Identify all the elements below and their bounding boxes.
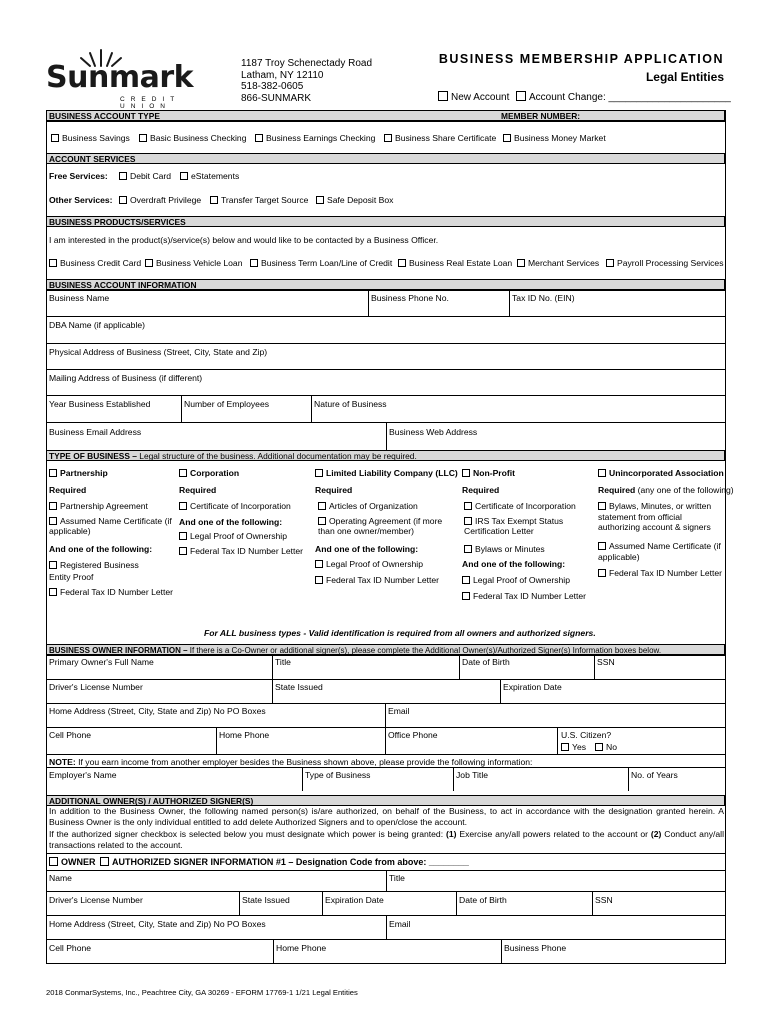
- acct-savings[interactable]: [51, 133, 130, 143]
- divider: [385, 703, 386, 727]
- svc-estatements[interactable]: [180, 171, 239, 181]
- corporation-doc-2-checkbox[interactable]: [179, 532, 187, 540]
- acct-earnings-checking[interactable]: [255, 133, 375, 143]
- unincorporated-doc-2-label: Assumed Name Certificate (if applicable): [598, 541, 721, 562]
- account-change-checkbox[interactable]: [516, 91, 526, 101]
- account-info-title: BUSINESS ACCOUNT INFORMATION: [49, 280, 197, 290]
- corporation-and: And one of the following:: [179, 517, 283, 527]
- divider: [46, 767, 725, 768]
- physical-address-field[interactable]: Physical Address of Business (Street, City, State and Zip): [49, 347, 268, 357]
- divider: [386, 870, 387, 891]
- nonprofit-doc-5-checkbox[interactable]: [462, 592, 470, 600]
- address-phone1: 518-382-0605: [241, 81, 304, 92]
- divider: [272, 655, 273, 679]
- owner-info-note: If there is a Co-Owner or additional signer(s), please complete the Additional Owner(s)/Authorized Signer(s) Information boxes below.: [187, 646, 662, 655]
- llc-doc-3[interactable]: [315, 559, 423, 569]
- acct-savings-label: Business Savings: [62, 133, 130, 143]
- owner-dl-field[interactable]: Driver's License Number: [49, 682, 143, 692]
- llc-doc-4[interactable]: [315, 575, 439, 585]
- type-corporation[interactable]: [179, 468, 239, 478]
- employees-field[interactable]: Number of Employees: [184, 399, 270, 409]
- type-of-business-header: [46, 450, 725, 461]
- unincorporated-doc-2[interactable]: [598, 541, 724, 562]
- type-llc-label: Limited Liability Company (LLC): [326, 468, 458, 478]
- partnership-doc-4-checkbox[interactable]: [49, 588, 57, 596]
- account-info-header: [46, 279, 725, 290]
- acct-share-cert-label: Business Share Certificate: [395, 133, 497, 143]
- divider: [386, 422, 387, 450]
- divider: [46, 853, 725, 854]
- nonprofit-doc-3[interactable]: [464, 544, 545, 554]
- signer-name-field[interactable]: Name: [49, 873, 72, 883]
- divider: [181, 395, 182, 422]
- owner-dob-field[interactable]: Date of Birth: [462, 657, 510, 667]
- corporation-doc-3[interactable]: [179, 546, 303, 556]
- business-phone-field[interactable]: Business Phone No.: [371, 293, 449, 303]
- free-services-label: Free Services:: [49, 171, 108, 181]
- address-phone2: 866-SUNMARK: [241, 92, 312, 104]
- divider: [302, 767, 303, 791]
- mailing-address-field[interactable]: Mailing Address of Business (if different): [49, 373, 203, 383]
- account-type-title: BUSINESS ACCOUNT TYPE: [49, 111, 160, 121]
- prod-credit-card[interactable]: [49, 258, 141, 268]
- acct-money-market-checkbox[interactable]: [503, 134, 511, 142]
- citizen-yes-checkbox[interactable]: [561, 743, 569, 751]
- divider: [592, 891, 593, 915]
- unincorporated-required: [598, 485, 734, 495]
- type-of-business-note: Legal structure of the business. Additional documentation may be required.: [136, 451, 417, 461]
- products-title: BUSINESS PRODUCTS/SERVICES: [49, 217, 186, 227]
- owner-ssn-field[interactable]: SSN: [597, 657, 615, 667]
- svc-safe-deposit[interactable]: [316, 195, 393, 205]
- svc-safe-deposit-checkbox[interactable]: [316, 196, 324, 204]
- signer-title-field[interactable]: Title: [389, 873, 405, 883]
- nonprofit-doc-2-checkbox[interactable]: [464, 517, 472, 525]
- new-account-option[interactable]: [438, 91, 509, 103]
- divider: [385, 727, 386, 754]
- divider: [46, 679, 725, 680]
- other-services-label: Other Services:: [49, 195, 113, 205]
- business-name-field[interactable]: Business Name: [49, 293, 110, 303]
- acct-earnings-checking-label: Business Earnings Checking: [266, 133, 376, 143]
- other-employer-note-text: If you earn income from another employer besides the Business shown above, please provide the following information:: [75, 757, 533, 767]
- form-title: BUSINESS MEMBERSHIP APPLICATION: [438, 52, 724, 66]
- acct-savings-checkbox[interactable]: [51, 134, 59, 142]
- designation-code-1: (1): [445, 829, 457, 839]
- signer-home-phone-field[interactable]: Home Phone: [276, 943, 327, 953]
- type-partnership-label: Partnership: [60, 468, 108, 478]
- logo: [46, 46, 231, 110]
- divider: [273, 939, 274, 963]
- prod-credit-card-label: Business Credit Card: [60, 258, 142, 268]
- citizen-no[interactable]: [595, 742, 617, 752]
- right-border: [725, 110, 726, 984]
- divider: [322, 891, 323, 915]
- nonprofit-doc-4-checkbox[interactable]: [462, 576, 470, 584]
- prod-term-loan-checkbox[interactable]: [250, 259, 258, 267]
- new-account-label: New Account: [451, 92, 510, 103]
- address-block: [241, 58, 372, 104]
- signer-authorized-label: AUTHORIZED SIGNER INFORMATION #1 – Designation Code from above: ________: [112, 857, 469, 867]
- prod-vehicle-loan[interactable]: [145, 258, 242, 268]
- signer-dob-field[interactable]: Date of Birth: [459, 895, 507, 905]
- prod-term-loan-label: Business Term Loan/Line of Credit: [261, 258, 393, 268]
- divider: [46, 395, 725, 396]
- divider: [272, 679, 273, 703]
- employer-name-field[interactable]: Employer's Name: [49, 770, 117, 780]
- corporation-doc-1-label: Certificate of Incorporation: [190, 501, 291, 511]
- divider: [46, 121, 725, 122]
- divider: [46, 369, 725, 370]
- type-unincorporated[interactable]: [598, 468, 724, 478]
- business-web-field[interactable]: Business Web Address: [389, 427, 478, 437]
- signer-email-field[interactable]: Email: [389, 919, 411, 929]
- svc-safe-deposit-label: Safe Deposit Box: [327, 195, 394, 205]
- type-unincorporated-checkbox[interactable]: [598, 469, 606, 477]
- signer-ssn-field[interactable]: SSN: [595, 895, 613, 905]
- partnership-doc-2-label: Assumed Name Certificate (if applicable): [49, 516, 172, 536]
- llc-required: Required: [315, 485, 353, 495]
- svc-estatements-checkbox[interactable]: [180, 172, 188, 180]
- owner-title-field[interactable]: Title: [275, 657, 291, 667]
- account-type-header: [46, 110, 725, 121]
- type-corporation-label: Corporation: [190, 468, 240, 478]
- unincorporated-doc-1-checkbox[interactable]: [598, 502, 606, 510]
- owner-exp-field[interactable]: Expiration Date: [503, 682, 562, 692]
- additional-owners-header: [46, 795, 725, 806]
- prod-real-estate-label: Business Real Estate Loan: [409, 258, 513, 268]
- prod-merchant[interactable]: [517, 258, 599, 268]
- unincorporated-doc-3-checkbox[interactable]: [598, 569, 606, 577]
- nonprofit-doc-4[interactable]: [462, 575, 570, 585]
- tax-id-field[interactable]: Tax ID No. (EIN): [512, 293, 575, 303]
- divider: [500, 679, 501, 703]
- signer-authorized-checkbox[interactable]: [100, 857, 109, 866]
- signer-authorized-option[interactable]: [100, 857, 469, 867]
- partnership-doc-1-label: Partnership Agreement: [60, 501, 148, 511]
- designation-text-e: Conduct any/all transactions related to the account.: [49, 829, 725, 850]
- footer-text: 2018 ConmarSystems, Inc., Peachtree City, GA 30269 - EFORM 17769-1 1/21 Legal Entities: [46, 988, 358, 997]
- dba-field[interactable]: DBA Name (if applicable): [49, 320, 146, 330]
- partnership-doc-4-label: Federal Tax ID Number Letter: [60, 587, 174, 597]
- svc-debit-card-checkbox[interactable]: [119, 172, 127, 180]
- partnership-doc-3-label: Registered Business Entity Proof: [49, 560, 139, 582]
- acct-share-cert[interactable]: [384, 133, 496, 143]
- corporation-doc-1-checkbox[interactable]: [179, 502, 187, 510]
- partnership-and: And one of the following:: [49, 544, 153, 554]
- other-employer-note-bold: NOTE:: [49, 757, 76, 767]
- divider: [239, 891, 240, 915]
- divider: [453, 767, 454, 791]
- nonprofit-doc-3-checkbox[interactable]: [464, 545, 472, 553]
- divider: [46, 316, 725, 317]
- partnership-doc-3[interactable]: [49, 559, 149, 583]
- type-llc[interactable]: [315, 468, 458, 478]
- account-change-label: Account Change: ______________________: [529, 92, 731, 103]
- unincorporated-doc-2-checkbox[interactable]: [598, 542, 606, 550]
- type-unincorporated-label: Unincorporated Association: [609, 468, 724, 478]
- new-account-checkbox[interactable]: [438, 91, 448, 101]
- employer-type-field[interactable]: Type of Business: [305, 770, 371, 780]
- svc-debit-card[interactable]: [119, 171, 171, 181]
- svc-overdraft-checkbox[interactable]: [119, 196, 127, 204]
- unincorporated-doc-3[interactable]: [598, 568, 722, 578]
- prod-payroll[interactable]: [606, 258, 724, 268]
- divider: [594, 655, 595, 679]
- divider: [509, 290, 510, 316]
- partnership-doc-2-checkbox[interactable]: [49, 517, 57, 525]
- unincorporated-required-bold: Required: [598, 485, 636, 495]
- corporation-doc-2[interactable]: [179, 531, 287, 541]
- svc-overdraft-label: Overdraft Privilege: [130, 195, 202, 205]
- signer-owner-label: OWNER: [61, 857, 96, 867]
- nonprofit-doc-4-label: Legal Proof of Ownership: [473, 575, 570, 585]
- bottom-spacer: [40, 964, 740, 986]
- additional-paragraph-2: [49, 829, 724, 850]
- partnership-doc-4[interactable]: [49, 587, 173, 597]
- prod-real-estate[interactable]: [398, 258, 512, 268]
- nonprofit-doc-1-checkbox[interactable]: [464, 502, 472, 510]
- prod-merchant-checkbox[interactable]: [517, 259, 525, 267]
- account-change-option[interactable]: [516, 91, 731, 103]
- owner-citizen-label: U.S. Citizen?: [561, 730, 612, 740]
- owner-home-phone-field[interactable]: Home Phone: [219, 730, 270, 740]
- products-header: [46, 216, 725, 227]
- additional-paragraph-1: In addition to the Business Owner, the following named person(s) is/are authorized, on behalf of the Business, to act in accordance with the designation granted herein. A Business Owner is the only individual entitled to add delete Authorized Signers and to open/close the account.: [49, 806, 724, 827]
- business-email-field[interactable]: Business Email Address: [49, 427, 142, 437]
- prod-term-loan[interactable]: [250, 258, 392, 268]
- svc-debit-card-label: Debit Card: [130, 171, 172, 181]
- llc-and: And one of the following:: [315, 544, 419, 554]
- partnership-required: Required: [49, 485, 87, 495]
- divider: [386, 915, 387, 939]
- partnership-doc-3-checkbox[interactable]: [49, 561, 57, 569]
- llc-doc-2[interactable]: [318, 516, 448, 536]
- type-nonprofit-checkbox[interactable]: [462, 469, 470, 477]
- corporation-doc-1[interactable]: [179, 501, 291, 511]
- address-line2: Latham, NY 12110: [241, 69, 324, 81]
- acct-share-cert-checkbox[interactable]: [384, 134, 392, 142]
- other-employer-note: [49, 757, 532, 767]
- form-subtitle: Legal Entities: [645, 70, 724, 84]
- nonprofit-doc-5-label: Federal Tax ID Number Letter: [473, 591, 587, 601]
- type-nonprofit-label: Non-Profit: [473, 468, 516, 478]
- signer-home-address-field[interactable]: Home Address (Street, City, State and Zip) No PO Boxes: [49, 919, 266, 929]
- svc-overdraft[interactable]: [119, 195, 201, 205]
- years-field[interactable]: No. of Years: [631, 770, 678, 780]
- prod-payroll-checkbox[interactable]: [606, 259, 614, 267]
- partnership-doc-1[interactable]: [49, 501, 148, 511]
- llc-doc-3-label: Legal Proof of Ownership: [326, 559, 423, 569]
- prod-vehicle-loan-label: Business Vehicle Loan: [156, 258, 243, 268]
- additional-owners-title: ADDITIONAL OWNER(S) / AUTHORIZED SIGNER(S): [49, 796, 254, 806]
- corporation-doc-3-checkbox[interactable]: [179, 547, 187, 555]
- job-title-field[interactable]: Job Title: [456, 770, 489, 780]
- member-number-label: MEMBER NUMBER:: [501, 111, 581, 121]
- prod-payroll-label: Payroll Processing Services: [617, 258, 724, 268]
- signer-business-phone-field[interactable]: Business Phone: [504, 943, 567, 953]
- corporation-doc-3-label: Federal Tax ID Number Letter: [190, 546, 304, 556]
- prod-credit-card-checkbox[interactable]: [49, 259, 57, 267]
- id-requirement-note: For ALL business types - Valid identification is required from all owners and authorized signers.: [204, 628, 596, 638]
- divider: [501, 939, 502, 963]
- owner-home-address-field[interactable]: Home Address (Street, City, State and Zip) No PO Boxes: [49, 706, 266, 716]
- divider: [46, 939, 725, 940]
- acct-money-market-label: Business Money Market: [514, 133, 606, 143]
- nonprofit-required: Required: [462, 485, 500, 495]
- corporation-doc-2-label: Legal Proof of Ownership: [190, 531, 287, 541]
- type-partnership-checkbox[interactable]: [49, 469, 57, 477]
- address-line1: 1187 Troy Schenectady Road: [241, 58, 373, 69]
- divider: [46, 343, 725, 344]
- unincorporated-doc-3-label: Federal Tax ID Number Letter: [609, 568, 723, 578]
- corporation-required: Required: [179, 485, 217, 495]
- citizen-yes[interactable]: [561, 742, 586, 752]
- citizen-no-checkbox[interactable]: [595, 743, 603, 751]
- acct-basic-checking-checkbox[interactable]: [139, 134, 147, 142]
- unincorporated-doc-1[interactable]: [598, 501, 724, 533]
- divider: [456, 891, 457, 915]
- designation-text-c: Exercise any/all powers related to the account or: [456, 829, 651, 839]
- acct-basic-checking[interactable]: [139, 133, 247, 143]
- nonprofit-doc-2[interactable]: [464, 516, 584, 536]
- signer-dl-field[interactable]: Driver's License Number: [49, 895, 143, 905]
- acct-money-market[interactable]: [503, 133, 606, 143]
- divider: [459, 655, 460, 679]
- designation-code-2: (2): [650, 829, 662, 839]
- type-nonprofit[interactable]: [462, 468, 515, 478]
- owner-state-field[interactable]: State Issued: [275, 682, 323, 692]
- divider: [46, 655, 725, 656]
- nonprofit-and: And one of the following:: [462, 559, 566, 569]
- prod-vehicle-loan-checkbox[interactable]: [145, 259, 153, 267]
- type-of-business-title: TYPE OF BUSINESS –: [49, 451, 137, 461]
- citizen-yes-label: Yes: [572, 742, 587, 752]
- llc-doc-4-label: Federal Tax ID Number Letter: [326, 575, 440, 585]
- account-services-title: ACCOUNT SERVICES: [49, 154, 136, 164]
- owner-email-field[interactable]: Email: [388, 706, 410, 716]
- divider: [46, 290, 725, 291]
- owner-info-header: [46, 644, 725, 655]
- nonprofit-doc-1-label: Certificate of Incorporation: [475, 501, 576, 511]
- prod-real-estate-checkbox[interactable]: [398, 259, 406, 267]
- svc-transfer-target[interactable]: [210, 195, 308, 205]
- divider: [46, 754, 725, 755]
- nature-field[interactable]: Nature of Business: [314, 399, 387, 409]
- type-llc-checkbox[interactable]: [315, 469, 323, 477]
- divider: [216, 727, 217, 754]
- divider: [557, 727, 558, 754]
- svc-estatements-label: eStatements: [191, 171, 240, 181]
- citizen-no-label: No: [606, 742, 617, 752]
- type-corporation-checkbox[interactable]: [179, 469, 187, 477]
- divider: [311, 395, 312, 422]
- svc-transfer-target-checkbox[interactable]: [210, 196, 218, 204]
- nonprofit-doc-1[interactable]: [464, 501, 576, 511]
- signer-state-field[interactable]: State Issued: [242, 895, 290, 905]
- divider: [628, 767, 629, 791]
- products-intro: I am interested in the product(s)/service(s) below and would like to be contacted by a Business Officer.: [49, 235, 439, 245]
- llc-doc-3-checkbox[interactable]: [315, 560, 323, 568]
- prod-merchant-label: Merchant Services: [528, 258, 600, 268]
- signer-cell-field[interactable]: Cell Phone: [49, 943, 92, 953]
- type-partnership[interactable]: [49, 468, 108, 478]
- owner-info-title: BUSINESS OWNER INFORMATION –: [49, 646, 188, 655]
- llc-doc-2-label: Operating Agreement (if more than one owner/member): [318, 516, 443, 536]
- designation-text-a: If the authorized signer checkbox is selected below you must designate which power is being granted:: [49, 829, 446, 839]
- owner-name-field[interactable]: Primary Owner's Full Name: [49, 657, 154, 667]
- svc-transfer-target-label: Transfer Target Source: [221, 195, 309, 205]
- account-services-header: [46, 153, 725, 164]
- owner-cell-field[interactable]: Cell Phone: [49, 730, 92, 740]
- acct-earnings-checking-checkbox[interactable]: [255, 134, 263, 142]
- llc-doc-1[interactable]: [318, 501, 418, 511]
- logo-name: Sunmark: [46, 60, 194, 95]
- llc-doc-2-checkbox[interactable]: [318, 517, 326, 525]
- unincorporated-doc-1-label: Bylaws, Minutes, or written statement from official authorizing account & signers: [598, 501, 712, 532]
- signer-owner-checkbox[interactable]: [49, 857, 58, 866]
- partnership-doc-2[interactable]: [49, 516, 174, 536]
- divider: [368, 290, 369, 316]
- acct-basic-checking-label: Basic Business Checking: [150, 133, 247, 143]
- llc-doc-4-checkbox[interactable]: [315, 576, 323, 584]
- nonprofit-doc-5[interactable]: [462, 591, 586, 601]
- partnership-doc-1-checkbox[interactable]: [49, 502, 57, 510]
- llc-doc-1-label: Articles of Organization: [329, 501, 418, 511]
- divider: [46, 891, 725, 892]
- signer-exp-field[interactable]: Expiration Date: [325, 895, 384, 905]
- logo-subtitle: CREDIT UNION: [120, 96, 181, 110]
- llc-doc-1-checkbox[interactable]: [318, 502, 326, 510]
- unincorporated-required-note: (any one of the following): [635, 485, 734, 495]
- signer-owner-option[interactable]: [49, 857, 96, 867]
- nonprofit-doc-2-label: IRS Tax Exempt Status Certification Letter: [464, 516, 564, 536]
- nonprofit-doc-3-label: Bylaws or Minutes: [475, 544, 545, 554]
- owner-office-phone-field[interactable]: Office Phone: [388, 730, 438, 740]
- year-established-field[interactable]: Year Business Established: [49, 399, 151, 409]
